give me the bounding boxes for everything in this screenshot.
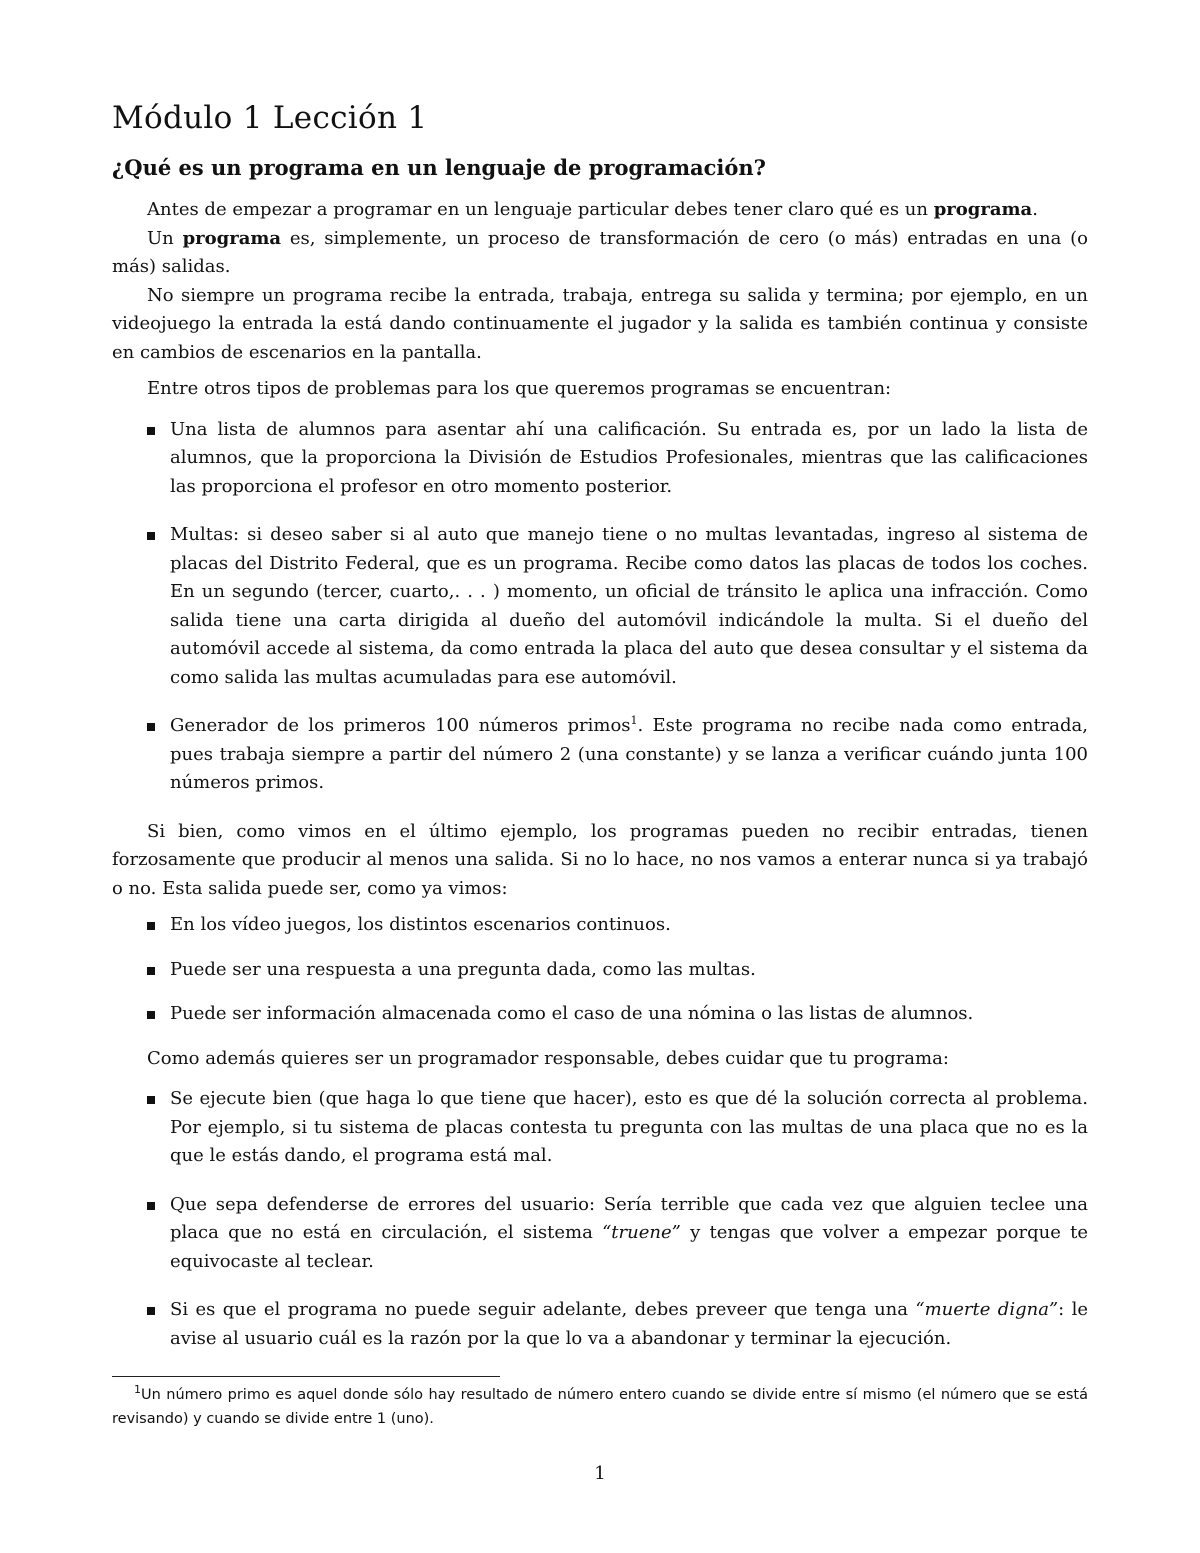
list-item: En los vídeo juegos, los distintos escenarios continuos. <box>112 911 1088 940</box>
italic-term: “truene” <box>602 1222 681 1243</box>
list-item: Multas: si deseo saber si al auto que manejo tiene o no multas levantadas, ingreso al sistema de placas del Distrito Federal, que es un programa. Recibe como datos las placas de todos los coches. En un segundo (tercer, cuarto,. . . ) momento, un oficial de tránsito le aplica una infracción. Como salida tiene una carta dirigida al dueño del automóvil indicándole la multa. Si el dueño del automóvil accede al sistema, da como entrada la placa del auto que desea consultar y el sistema da como salida las multas acumuladas para ese automóvil. <box>112 521 1088 692</box>
list-item: Generador de los primeros 100 números primos$^1$. Este programa no recibe nada como entrada, pues trabaja siempre a partir del número 2 (una constante) y se lanza a verificar cuándo junta 100 números primos. <box>112 712 1088 798</box>
italic-term: “muerte digna” <box>915 1299 1059 1320</box>
document-page <box>112 98 1088 1373</box>
intro-paragraph-2: Un programa es, simplemente, un proceso de transformación de cero (o más) entradas en una (o más) salidas. <box>112 227 1088 277</box>
list-item: Una lista de alumnos para asentar ahí una calificación. Su entrada es, por un lado la lista de alumnos, que la proporciona la División de Estudios Profesionales, mientras que las calificaciones las proporciona el profesor en otro momento posterior. <box>112 416 1088 502</box>
problem-list <box>112 416 1088 798</box>
bullet-icon <box>147 1202 155 1210</box>
bullet-icon <box>147 532 155 540</box>
list-item: Puede ser una respuesta a una pregunta dada, como las multas. <box>112 956 1088 985</box>
duty-list <box>112 1085 1088 1353</box>
module-title: Módulo 1 Lección 1 <box>112 100 428 136</box>
list-item: Se ejecute bien (que haga lo que tiene que hacer), esto es que dé la solución correcta al problema. Por ejemplo, si tu sistema de placas contesta tu pregunta con las multas de una placa que no es la que le estás dando, el programa está mal. <box>112 1085 1088 1171</box>
bullet-icon <box>147 1011 155 1019</box>
intro-paragraph-1: Antes de empezar a programar en un lenguaje particular debes tener claro qué es un programa. <box>147 199 1038 220</box>
list-item: Puede ser información almacenada como el caso de una nómina o las listas de alumnos. <box>112 1000 1088 1029</box>
bullet-icon <box>147 427 155 435</box>
footnote-ref: 1 <box>630 714 638 727</box>
responsibility-paragraph: Como además quieres ser un programador responsable, debes cuidar que tu programa: <box>147 1047 949 1069</box>
section-heading: ¿Qué es un programa en un lenguaje de programación? <box>112 155 766 180</box>
bullet-icon <box>147 1096 155 1104</box>
bullet-icon <box>147 922 155 930</box>
footnote-divider <box>112 1376 500 1377</box>
list-item: Que sepa defenderse de errores del usuario: Sería terrible que cada vez que alguien teclee una placa que no está en circulación, el sistema “truene” y tengas que volver a empezar porque te equivocaste al teclear. <box>112 1191 1088 1277</box>
bullet-icon <box>147 967 155 975</box>
footnote: $^1$Un número primo es aquel donde sólo hay resultado de número entero cuando se divide entre sí mismo (el número que se está revisando) y cuando se divide entre 1 (uno). <box>112 1383 1088 1427</box>
bold-term: programa <box>182 227 282 249</box>
list-item: Si es que el programa no puede seguir adelante, debes preveer que tenga una “muerte digna”: le avise al usuario cuál es la razón por la que lo va a abandonar y terminar la ejecución. <box>112 1296 1088 1353</box>
page-number: 1 <box>594 1463 606 1484</box>
bullet-icon <box>147 1307 155 1315</box>
intro-paragraph-3: No siempre un programa recibe la entrada, trabaja, entrega su salida y termina; por ejemplo, en un videojuego la entrada la está dando continuamente el jugador y la salida es también continua y consiste en cambios de escenarios en la pantalla. <box>112 284 1088 363</box>
output-list <box>112 911 1088 1029</box>
footnote-mark: 1 <box>134 1383 141 1397</box>
bullet-icon <box>147 723 155 731</box>
bold-term: programa <box>933 199 1033 220</box>
outputs-intro-paragraph: Si bien, como vimos en el último ejemplo, los programas pueden no recibir entradas, tienen forzosamente que producir al menos una salida. Si no lo hace, no nos vamos a enterar nunca si ya trabajó o no. Esta salida puede ser, como ya vimos: <box>112 820 1088 899</box>
intro-paragraph-4: Entre otros tipos de problemas para los que queremos programas se encuentran: <box>147 378 892 399</box>
